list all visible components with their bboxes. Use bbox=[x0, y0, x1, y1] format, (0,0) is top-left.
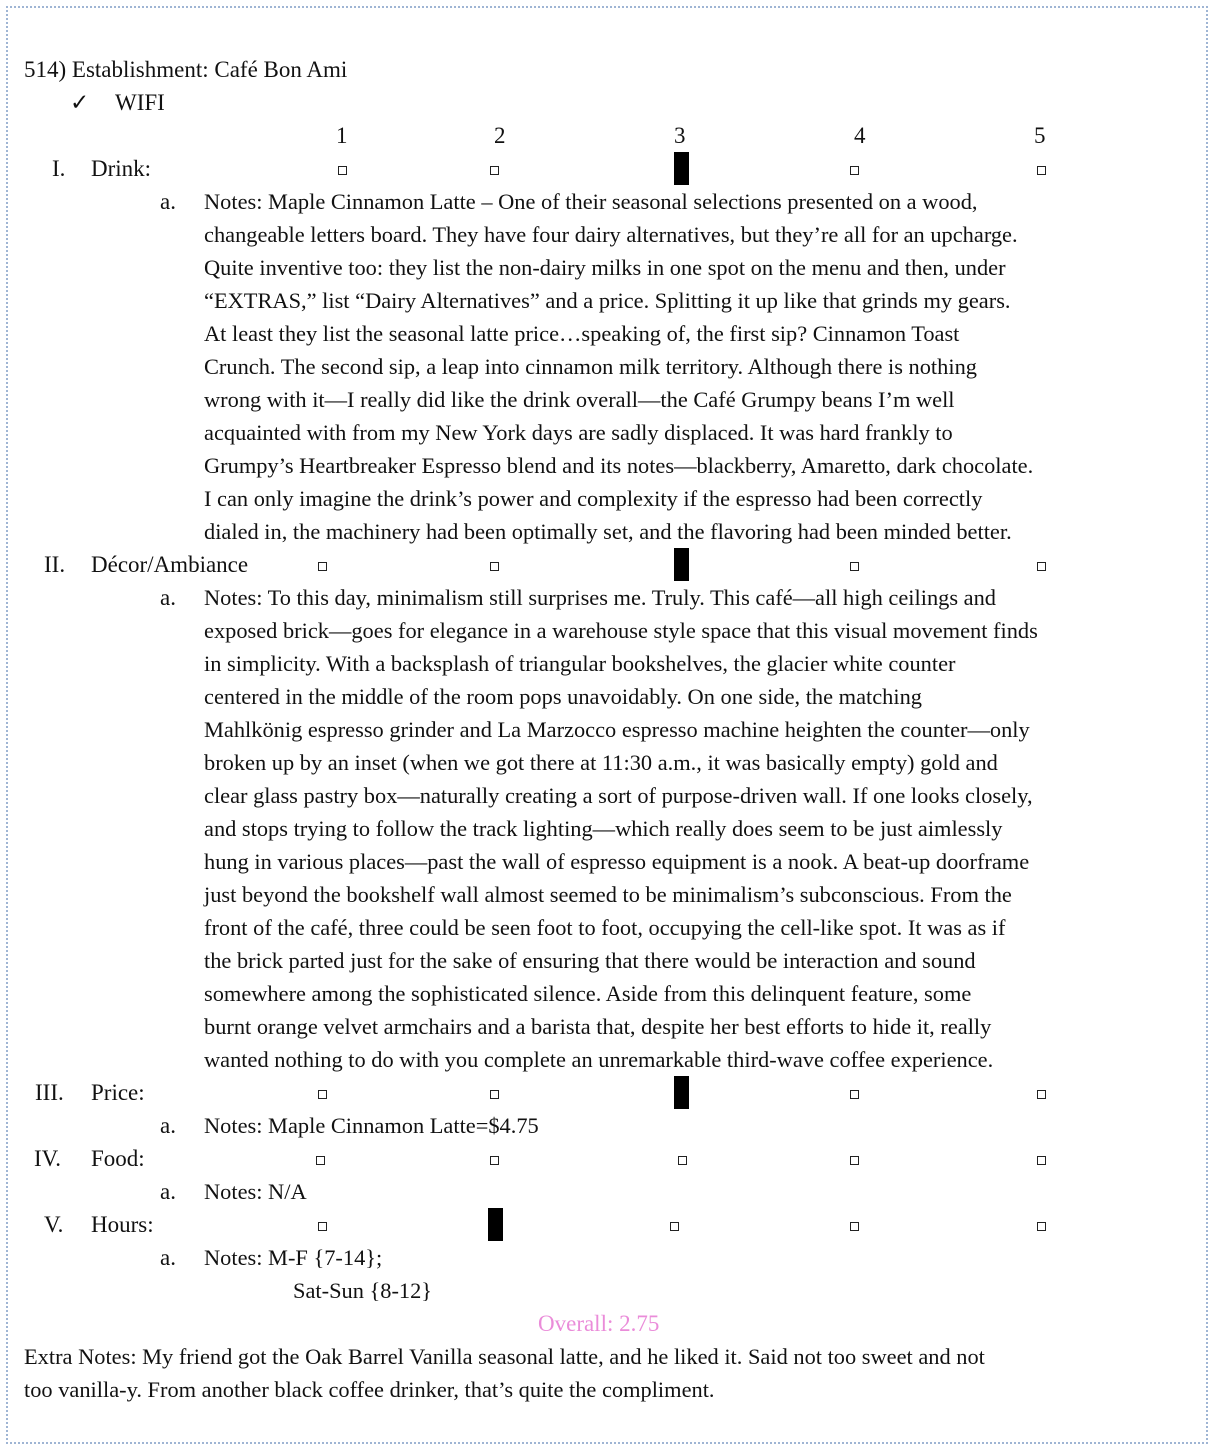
category-label-decor: Décor/Ambiance bbox=[91, 552, 249, 577]
note-line: changeable letters board. They have four dairy alternatives, but they’re all for an upcharge. bbox=[204, 222, 1018, 247]
rating-box-5[interactable] bbox=[1037, 562, 1046, 571]
rating-box-3[interactable] bbox=[674, 1076, 689, 1109]
note-line: broken up by an inset (when we got there at 11:30 a.m., it was basically empty) gold and bbox=[204, 750, 998, 775]
note-line: At least they list the seasonal latte price…speaking of, the first sip? Cinnamon Toast bbox=[204, 321, 960, 346]
rating-box-4[interactable] bbox=[850, 1090, 859, 1099]
note-line: hung in various places—past the wall of espresso equipment is a nook. A beat-up doorframe bbox=[204, 849, 1030, 874]
note-line: “EXTRAS,” list “Dairy Alternatives” and a price. Splitting it up like that grinds my gears. bbox=[204, 288, 1011, 313]
note-line: the brick parted just for the sake of ensuring that there would be interaction and sound bbox=[204, 948, 976, 973]
category-label-price: Price: bbox=[91, 1080, 145, 1105]
note-line: Notes: N/A bbox=[204, 1179, 307, 1204]
rating-box-2[interactable] bbox=[490, 1156, 499, 1165]
note-line: Notes: Maple Cinnamon Latte=$4.75 bbox=[204, 1113, 539, 1138]
note-marker: a. bbox=[160, 585, 176, 610]
note-line: dialed in, the machinery had been optimally set, and the flavoring had been minded better. bbox=[204, 519, 1012, 544]
scale-number-1: 1 bbox=[336, 123, 348, 148]
rating-box-1[interactable] bbox=[316, 1156, 325, 1165]
scale-number-2: 2 bbox=[494, 123, 506, 148]
note-marker: a. bbox=[160, 1245, 176, 1270]
hours-weekend: Sat-Sun {8-12} bbox=[293, 1278, 433, 1303]
establishment-title: 514) Establishment: Café Bon Ami bbox=[24, 57, 348, 82]
note-line: somewhere among the sophisticated silence. Aside from this delinquent feature, some bbox=[204, 981, 972, 1006]
note-line: burnt orange velvet armchairs and a barista that, despite her best efforts to hide it, really bbox=[204, 1014, 992, 1039]
note-line: wanted nothing to do with you complete an unremarkable third-wave coffee experience. bbox=[204, 1047, 994, 1072]
amenity-wifi: WIFI bbox=[115, 90, 165, 115]
rating-box-1[interactable] bbox=[318, 1090, 327, 1099]
rating-box-5[interactable] bbox=[1037, 1156, 1046, 1165]
rating-box-3[interactable] bbox=[674, 548, 689, 581]
note-line: and stops trying to follow the track lighting—which really does seem to be just aimlessly bbox=[204, 816, 1003, 841]
note-line: centered in the middle of the room pops unavoidably. On one side, the matching bbox=[204, 684, 922, 709]
note-line: Notes: To this day, minimalism still surprises me. Truly. This café—all high ceilings and bbox=[204, 585, 997, 610]
note-line: clear glass pastry box—naturally creating a sort of purpose-driven wall. If one looks closely, bbox=[204, 783, 1033, 808]
note-line: just beyond the bookshelf wall almost seemed to be minimalism’s subconscious. From the bbox=[204, 882, 1012, 907]
rating-box-2[interactable] bbox=[488, 1208, 503, 1241]
category-label-food: Food: bbox=[91, 1146, 145, 1171]
category-numeral: IV. bbox=[34, 1146, 62, 1171]
rating-box-4[interactable] bbox=[850, 166, 859, 175]
category-label-drink: Drink: bbox=[91, 156, 152, 181]
scale-number-5: 5 bbox=[1034, 123, 1046, 148]
food-notes bbox=[204, 1175, 1204, 1208]
category-label-hours: Hours: bbox=[91, 1212, 154, 1237]
extra-notes-line: Extra Notes: My friend got the Oak Barrel Vanilla seasonal latte, and he liked it. Said not too sweet and not bbox=[24, 1344, 985, 1369]
note-marker: a. bbox=[160, 1113, 176, 1138]
rating-box-2[interactable] bbox=[490, 166, 499, 175]
note-line: Notes: Maple Cinnamon Latte – One of their seasonal selections presented on a wood, bbox=[204, 189, 978, 214]
note-line: Crunch. The second sip, a leap into cinnamon milk territory. Although there is nothing bbox=[204, 354, 977, 379]
drink-notes bbox=[204, 185, 1204, 548]
decor-notes bbox=[204, 581, 1204, 1076]
extra-notes-line: too vanilla-y. From another black coffee drinker, that’s quite the compliment. bbox=[24, 1377, 715, 1402]
note-line: acquainted with from my New York days are sadly displaced. It was hard frankly to bbox=[204, 420, 953, 445]
rating-box-5[interactable] bbox=[1037, 1090, 1046, 1099]
check-icon: ✓ bbox=[70, 90, 90, 115]
category-numeral: III. bbox=[35, 1080, 64, 1105]
note-line: in simplicity. With a backsplash of triangular bookshelves, the glacier white counter bbox=[204, 651, 956, 676]
rating-box-5[interactable] bbox=[1037, 1222, 1046, 1231]
hours-weekday: Notes: M-F {7-14}; bbox=[204, 1245, 383, 1270]
note-line: exposed brick—goes for elegance in a warehouse style space that this visual movement finds bbox=[204, 618, 1038, 643]
note-line: wrong with it—I really did like the drink overall—the Café Grumpy beans I’m well bbox=[204, 387, 955, 412]
note-marker: a. bbox=[160, 189, 176, 214]
rating-box-2[interactable] bbox=[490, 1090, 499, 1099]
rating-box-1[interactable] bbox=[318, 1222, 327, 1231]
note-line: Quite inventive too: they list the non-dairy milks in one spot on the menu and then, under bbox=[204, 255, 1006, 280]
note-line: Grumpy’s Heartbreaker Espresso blend and its notes—blackberry, Amaretto, dark chocolate. bbox=[204, 453, 1034, 478]
rating-box-3[interactable] bbox=[674, 152, 689, 185]
rating-box-5[interactable] bbox=[1037, 166, 1046, 175]
rating-box-4[interactable] bbox=[850, 562, 859, 571]
category-numeral: II. bbox=[44, 552, 66, 577]
scale-number-3: 3 bbox=[674, 123, 686, 148]
rating-box-2[interactable] bbox=[490, 562, 499, 571]
note-line: front of the café, three could be seen foot to foot, occupying the cell-like spot. It was as if bbox=[204, 915, 1006, 940]
note-line: I can only imagine the drink’s power and complexity if the espresso had been correctly bbox=[204, 486, 983, 511]
overall-score: Overall: 2.75 bbox=[538, 1311, 660, 1336]
note-line: Mahlkönig espresso grinder and La Marzocco espresso machine heighten the counter—only bbox=[204, 717, 1030, 742]
category-numeral: I. bbox=[52, 156, 66, 181]
rating-box-4[interactable] bbox=[850, 1222, 859, 1231]
price-notes bbox=[204, 1109, 1204, 1142]
rating-box-1[interactable] bbox=[318, 562, 327, 571]
scale-number-4: 4 bbox=[854, 123, 866, 148]
rating-box-3[interactable] bbox=[670, 1222, 679, 1231]
rating-box-4[interactable] bbox=[850, 1156, 859, 1165]
category-numeral: V. bbox=[44, 1212, 64, 1237]
rating-box-3[interactable] bbox=[678, 1156, 687, 1165]
rating-box-1[interactable] bbox=[338, 166, 347, 175]
note-marker: a. bbox=[160, 1179, 176, 1204]
